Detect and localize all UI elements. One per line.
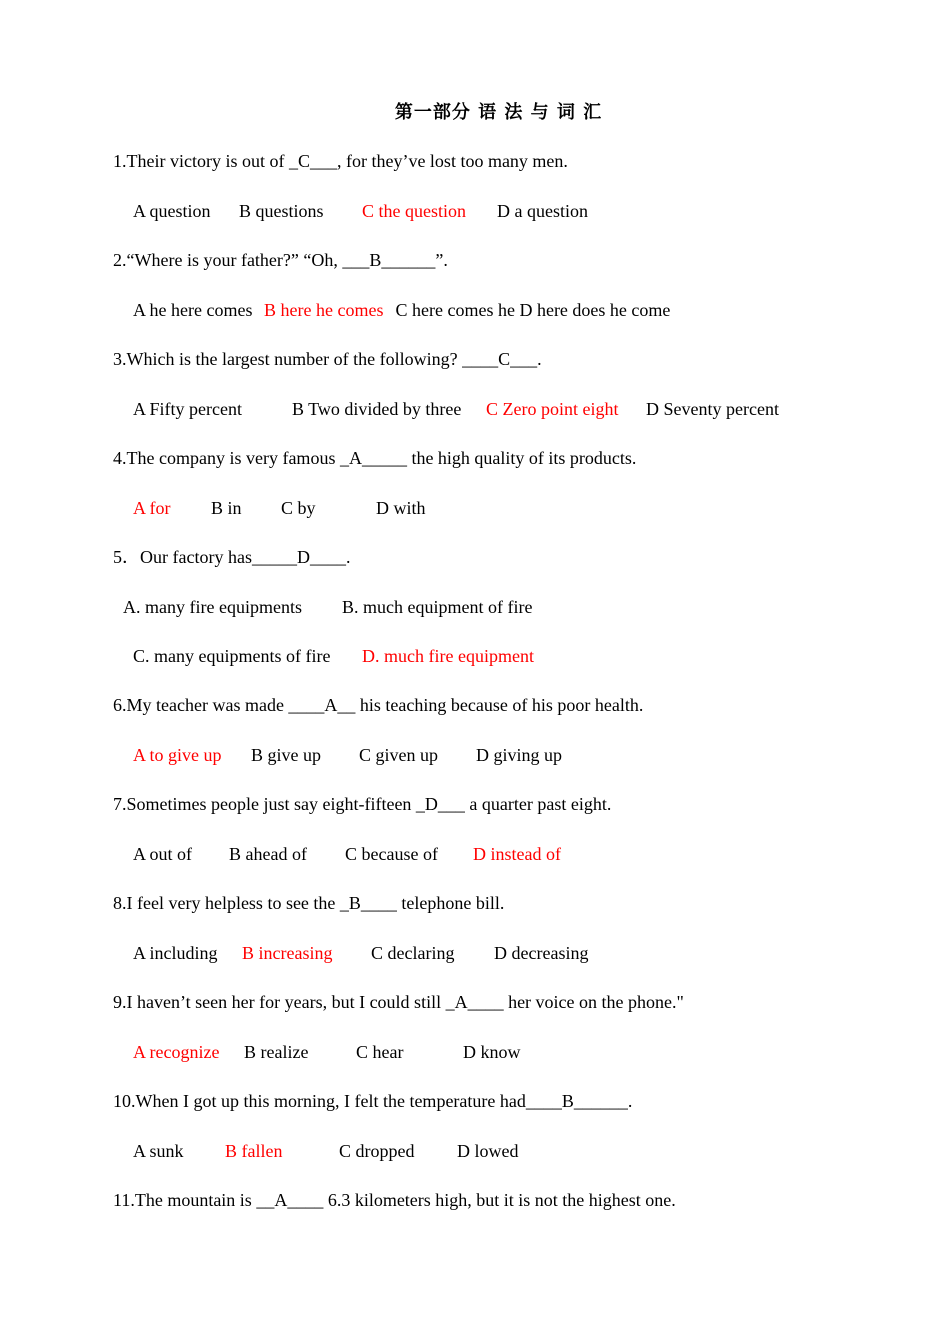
question-7-option-a: A out of (133, 844, 193, 864)
question-1-option-b: B questions (239, 201, 324, 221)
question-8-option-b-answer: B increasing (242, 943, 333, 963)
question-4-option-d: D with (376, 498, 426, 518)
question-8-option-a: A including (133, 943, 218, 963)
question-3-option-d: D Seventy percent (646, 399, 779, 419)
question-10-option-b-answer: B fallen (225, 1141, 283, 1161)
question-1-option-d: D a question (497, 201, 588, 221)
question-7-option-d-answer: D instead of (473, 844, 561, 864)
question-3-option-c-answer: C Zero point eight (486, 399, 619, 419)
question-9-option-a-answer: A recognize (133, 1042, 220, 1062)
question-7-stem: 7.Sometimes people just say eight-fifteen _D___ a quarter past eight. (113, 794, 612, 814)
question-10-option-c: C dropped (339, 1141, 415, 1161)
question-8-stem: 8.I feel very helpless to see the _B____ telephone bill. (113, 893, 505, 913)
question-1-option-a: A question (133, 201, 211, 221)
question-5-option-a: A. many fire equipments (123, 597, 302, 617)
question-2-option-b-answer: B here he comes (264, 300, 384, 320)
question-9-option-d: D know (463, 1042, 521, 1062)
question-4-stem: 4.The company is very famous _A_____ the high quality of its products. (113, 448, 637, 468)
question-10-stem: 10.When I got up this morning, I felt the temperature had____B______. (113, 1091, 633, 1111)
question-6-option-b: B give up (251, 745, 321, 765)
question-9-stem: 9.I haven’t seen her for years, but I could still _A____ her voice on the phone." (113, 992, 684, 1012)
question-3-option-a: A Fifty percent (133, 399, 242, 419)
section-title: 第一部分 语 法 与 词 汇 (394, 102, 603, 123)
question-2-option-c-d: C here comes he D here does he come (391, 300, 671, 320)
question-10-option-d: D lowed (457, 1141, 519, 1161)
question-4-option-b: B in (211, 498, 242, 518)
question-9-option-c: C hear (356, 1042, 404, 1062)
question-9-option-b: B realize (244, 1042, 309, 1062)
question-7-option-c: C because of (345, 844, 438, 864)
question-5-option-b: B. much equipment of fire (342, 597, 533, 617)
question-4-option-a-answer: A for (133, 498, 171, 518)
question-5-stem: 5．Our factory has_____D____. (113, 547, 351, 567)
question-1-option-c-answer: C the question (362, 201, 466, 221)
question-7-option-b: B ahead of (229, 844, 307, 864)
question-6-stem: 6.My teacher was made ____A__ his teaching because of his poor health. (113, 695, 644, 715)
question-5-option-d-answer: D. much fire equipment (362, 646, 534, 666)
question-6-option-a-answer: A to give up (133, 745, 222, 765)
question-11-stem: 11.The mountain is __A____ 6.3 kilometers high, but it is not the highest one. (113, 1190, 676, 1210)
question-2-option-a: A he here comes (133, 300, 257, 320)
question-3-option-b: B Two divided by three (292, 399, 462, 419)
question-2-stem: 2.“Where is your father?” “Oh, ___B______”. (113, 250, 448, 270)
question-1-stem: 1.Their victory is out of _C___, for they’ve lost too many men. (113, 151, 568, 171)
question-4-option-c: C by (281, 498, 316, 518)
question-5-option-c: C. many equipments of fire (133, 646, 331, 666)
question-6-option-d: D giving up (476, 745, 563, 765)
question-8-option-c: C declaring (371, 943, 455, 963)
question-8-option-d: D decreasing (494, 943, 589, 963)
question-10-option-a: A sunk (133, 1141, 184, 1161)
question-6-option-c: C given up (359, 745, 438, 765)
question-3-stem: 3.Which is the largest number of the following? ____C___. (113, 349, 542, 369)
